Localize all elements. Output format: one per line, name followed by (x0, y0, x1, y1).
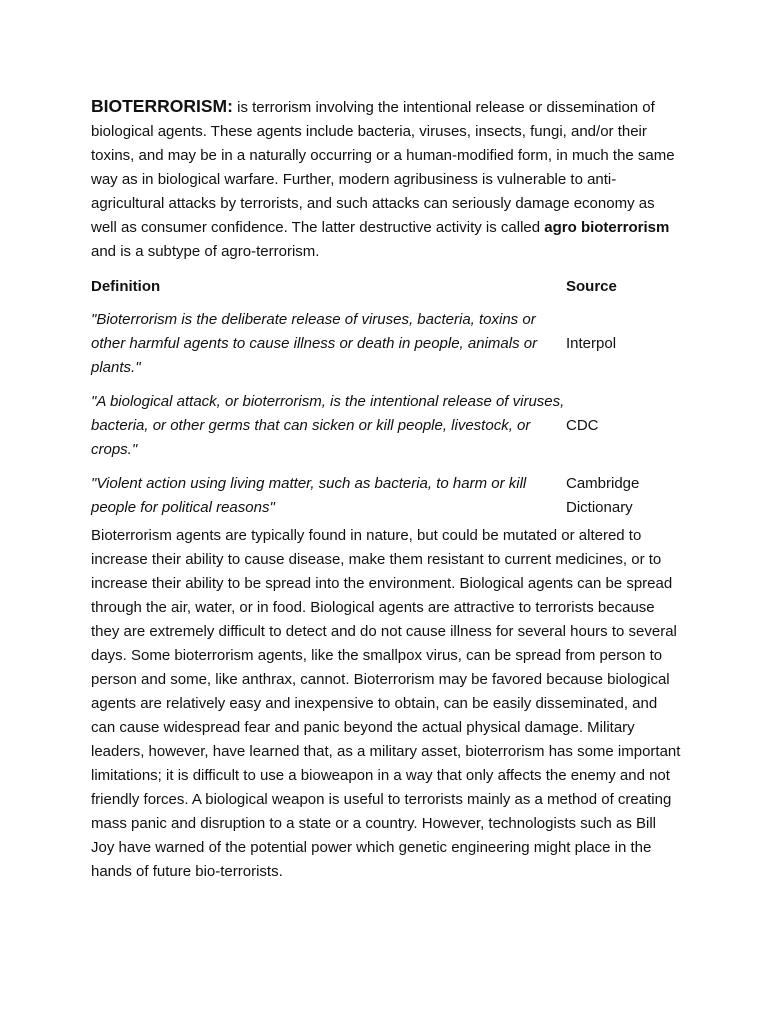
agro-bioterrorism-term: agro bioterrorism (544, 219, 670, 236)
document-page (91, 94, 681, 884)
definition-column-header: Definition (91, 278, 161, 295)
table-row (91, 390, 681, 462)
body-paragraph: Bioterrorism agents are typically found in nature, but could be mutated or altered to increase their ability to cause disease, make them resistant to current medicines, or to increase their ability to be spread into the environment. Biological agents can be spread through the air, water, or in food. Biological agents are attractive to terrorists because they are extremely difficult to detect and do not cause illness for several hours to several days. Some bioterrorism agents, like the smallpox virus, can be spread from person to person and some, like anthrax, cannot. Bioterrorism may be favored because biological agents are relatively easy and inexpensive to obtain, can be easily disseminated, and can cause widespread fear and panic beyond the actual physical damage. Military leaders, however, have learned that, as a military asset, bioterrorism has some important limitations; it is difficult to use a bioweapon in a way that only affects the enemy and not friendly forces. A biological weapon is useful to terrorists mainly as a method of creating mass panic and disruption to a state or a country. However, technologists such as Bill Joy have warned of the potential power which genetic engineering might place in the hands of future bio-terrorists. (91, 527, 681, 880)
table-header-row (91, 275, 681, 299)
definitions-table (91, 275, 681, 520)
intro-text-part-1: is terrorism involving the intentional release or dissemination of biological agents. These agents include bacteria, viruses, insects, fungi, and/or their toxins, and may be in a naturally occurring or a human-modified form, in much the same way as in biological warfare. Further, modern agribusiness is vulnerable to anti-agricultural attacks by terrorists, and such attacks can seriously damage economy as well as consumer confidence. The latter destructive activity is called (91, 99, 675, 236)
source-cell: Interpol (566, 335, 617, 352)
source-cell: CDC (566, 417, 599, 434)
source-column-header: Source (566, 278, 617, 295)
definition-cell: "A biological attack, or bioterrorism, is the intentional release of viruses, bacteria, or other germs that can sicken or kill people, livestock, or crops." (91, 393, 565, 458)
intro-text-part-2: and is a subtype of agro-terrorism. (91, 243, 320, 260)
table-row (91, 472, 681, 520)
definition-cell: "Bioterrorism is the deliberate release of viruses, bacteria, toxins or other harmful agents to cause illness or death in people, animals or plants." (91, 311, 538, 376)
definition-cell: "Violent action using living matter, such as bacteria, to harm or kill people for political reasons" (91, 475, 527, 516)
source-cell: Cambridge Dictionary (566, 475, 640, 516)
intro-paragraph (91, 94, 681, 264)
table-row (91, 308, 681, 380)
term-heading: BIOTERRORISM: (91, 96, 233, 116)
